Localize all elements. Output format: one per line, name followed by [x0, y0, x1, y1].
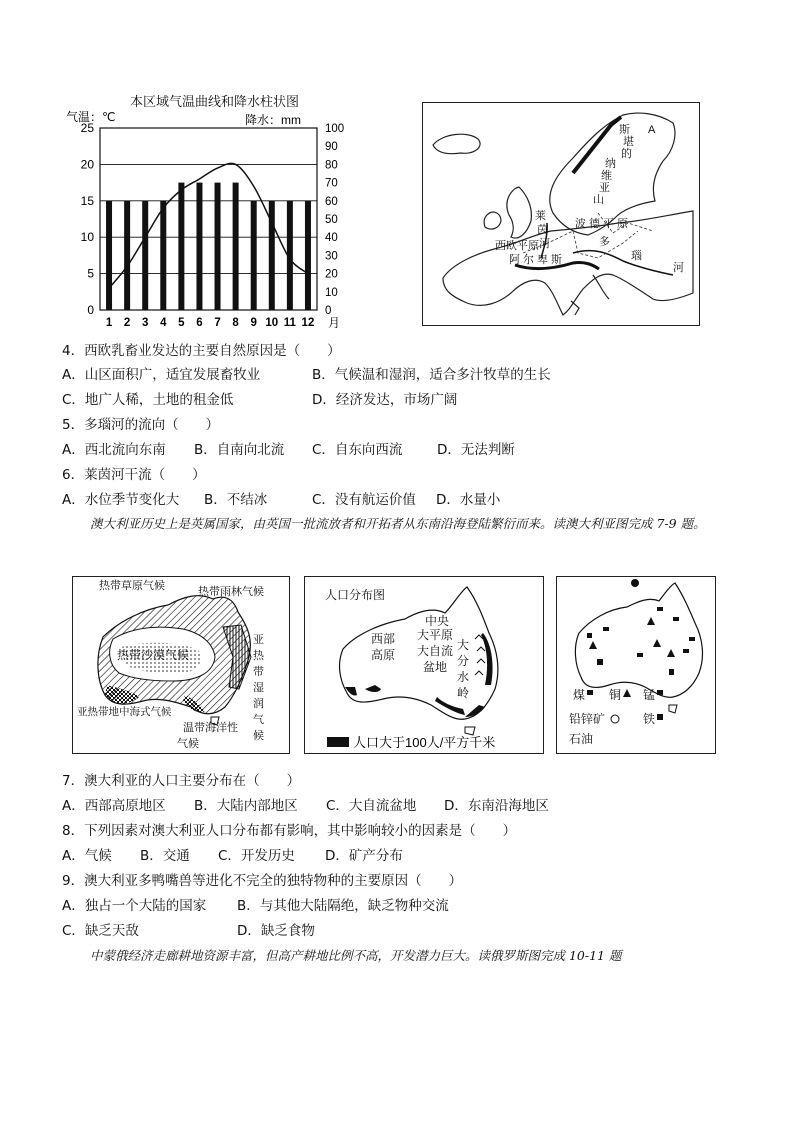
- question-6: 6．莱茵河干流（ ）: [62, 467, 206, 483]
- map-label-scand: 的: [621, 148, 632, 160]
- option-A[interactable]: A．西部高原地区: [62, 798, 166, 814]
- intro-7-9: 澳大利亚历史上是英属国家，由英国一批流放者和开拓者从东南沿海登陆繁衍而来。读澳大利亚图完成 7-9 题。: [90, 516, 706, 531]
- precipitation-bar: [215, 183, 221, 310]
- question-7-options: [62, 797, 549, 815]
- climate-label-mediterranean: 亚热带地中海式气候: [77, 706, 172, 718]
- question-5-options: [62, 441, 515, 459]
- option-D[interactable]: D．水量小: [436, 492, 501, 508]
- right-tick-label: 60: [325, 195, 338, 208]
- climate-label-humid-subtropical: 湿: [253, 682, 264, 694]
- x-tick-label: 1: [105, 317, 113, 329]
- option-D[interactable]: D．缺乏食物: [237, 923, 315, 939]
- right-tick-label: 100: [325, 123, 345, 135]
- option-B[interactable]: B．气候温和湿润，适合多汁牧草的生长: [312, 367, 551, 383]
- option-C[interactable]: C．缺乏天敌: [62, 923, 139, 939]
- europe-map: [422, 102, 700, 326]
- australia-outline: [575, 583, 702, 697]
- precipitation-bar: [251, 201, 257, 310]
- legend-coal: 煤: [573, 688, 586, 702]
- precipitation-bar: [233, 183, 239, 310]
- map-label-alps: 阿尔卑斯: [509, 254, 565, 266]
- minerals-legend: [569, 687, 663, 746]
- climate-label-savanna: 热带草原气候: [99, 580, 165, 592]
- iceland-shape: [433, 134, 480, 154]
- option-B[interactable]: B．自南向北流: [194, 442, 285, 458]
- x-tick-label: 7: [214, 317, 221, 329]
- precipitation-bar: [305, 201, 311, 310]
- right-tick-label: 0: [325, 305, 332, 317]
- option-B[interactable]: B．大陆内部地区: [194, 798, 298, 814]
- climate-label-humid-subtropical: 气: [253, 714, 264, 726]
- climate-label-oceanic: 温带海洋性: [183, 722, 238, 734]
- map-label-scand: 山: [593, 194, 604, 206]
- option-C[interactable]: C．开发历史: [218, 848, 295, 864]
- legend-lead-zinc: 铅锌矿: [569, 712, 606, 726]
- option-B[interactable]: B．交通: [140, 848, 190, 864]
- question-9-options-row1: [62, 897, 449, 915]
- option-D[interactable]: D．东南沿海地区: [444, 798, 549, 814]
- tasmania-shape: [465, 727, 475, 735]
- option-A[interactable]: A．独占一个大陆的国家: [62, 898, 207, 914]
- legend-manganese: 锰: [643, 688, 656, 702]
- climate-label-humid-subtropical: 润: [253, 698, 264, 710]
- label-central-plain: 中央: [425, 614, 450, 628]
- label-western-plateau: 西部: [371, 632, 396, 646]
- precipitation-bar: [124, 201, 130, 310]
- x-tick-label: 10: [265, 317, 279, 329]
- question-9: 9．澳大利亚多鸭嘴兽等进化不完全的独特物种的主要原因（ ）: [62, 873, 463, 889]
- map-label-A: A: [648, 124, 656, 136]
- option-C[interactable]: C．大自流盆地: [326, 798, 417, 814]
- map-label-rhine: 茵: [537, 224, 548, 236]
- option-D[interactable]: D．经济发达，市场广阔: [312, 392, 458, 408]
- population-legend: 人口大于100人/平方千米: [353, 735, 496, 750]
- option-A[interactable]: A．水位季节变化大: [62, 492, 180, 508]
- map-label-danube: 河: [673, 262, 684, 274]
- precipitation-bar: [142, 201, 148, 310]
- question-6-options: [62, 491, 500, 509]
- x-tick-label: 12: [301, 317, 315, 329]
- right-tick-label: 90: [325, 141, 338, 154]
- x-tick-label: 8: [232, 317, 239, 329]
- climate-label-humid-subtropical: 热: [253, 650, 264, 662]
- left-tick-label: 25: [80, 121, 94, 135]
- precipitation-bar: [178, 183, 184, 310]
- precipitation-bar: [160, 201, 166, 310]
- label-dividing-range: 分: [457, 654, 470, 668]
- label-western-plateau: 高原: [371, 648, 396, 662]
- precipitation-bar: [106, 201, 112, 310]
- right-tick-label: 50: [325, 214, 338, 226]
- precipitation-bar: [196, 183, 202, 310]
- right-tick-label: 70: [325, 177, 338, 190]
- question-4: 4．西欧乳畜业发达的主要自然原因是（ ）: [62, 343, 341, 359]
- map-label-rhine: 莱: [535, 210, 546, 222]
- plot-frame: [100, 128, 317, 310]
- left-tick-label: 15: [80, 193, 94, 208]
- question-9-options-row2: [62, 922, 315, 940]
- label-artesian-basin: 盆地: [423, 660, 448, 674]
- climate-label-humid-subtropical: 亚: [253, 634, 264, 646]
- option-D[interactable]: D．无法判断: [437, 442, 515, 458]
- option-A[interactable]: A．山区面积广，适宜发展畜牧业: [62, 367, 261, 383]
- map-label-rhine: 河: [539, 238, 550, 250]
- climate-label-rainforest: 热带雨林气候: [198, 586, 264, 598]
- left-tick-label: 10: [80, 230, 94, 245]
- climate-label-humid-subtropical: 带: [253, 666, 264, 678]
- scandinavia-shape: [550, 113, 675, 235]
- australia-minerals-map: [556, 576, 716, 754]
- label-dividing-range: 岭: [457, 686, 470, 700]
- legend-copper: 铜: [609, 688, 622, 702]
- x-unit-label: 月: [328, 316, 341, 330]
- map-label-danube: 多: [599, 236, 610, 248]
- map-label-scand: 纳: [605, 158, 616, 170]
- x-tick-label: 3: [142, 317, 149, 329]
- climate-chart: [60, 108, 360, 333]
- option-B[interactable]: B．不结冰: [204, 492, 268, 508]
- map-label-scand: 亚: [599, 182, 610, 194]
- map-label-plain-west: 西欧平原: [495, 240, 539, 252]
- australia-population-map: [304, 576, 544, 754]
- left-tick-label: 5: [87, 266, 94, 281]
- britain-shape: [507, 187, 531, 238]
- question-4-options-row2: [62, 391, 457, 409]
- question-7: 7．澳大利亚的人口主要分布在（ ）: [62, 773, 301, 789]
- temperature-curve: [109, 163, 308, 288]
- intro-10-11: 中蒙俄经济走廊耕地资源丰富，但高产耕地比例不高，开发潜力巨大。读俄罗斯图完成 10-11 题: [90, 948, 622, 963]
- map-label-scand: 堪: [623, 136, 634, 148]
- legend-oil: 石油: [569, 732, 594, 746]
- option-C[interactable]: C．自东向西流: [312, 442, 403, 458]
- right-tick-label: 10: [325, 286, 338, 299]
- question-8-options: [62, 847, 403, 865]
- map-label-danube: 瑙: [631, 250, 642, 262]
- option-C[interactable]: C．没有航运价值: [312, 492, 416, 508]
- x-tick-label: 9: [250, 317, 257, 329]
- population-map-title: 人口分布图: [325, 588, 386, 602]
- option-A[interactable]: A．气候: [62, 848, 112, 864]
- ireland-shape: [484, 212, 501, 229]
- left-tick-label: 0: [87, 303, 94, 317]
- right-tick-label: 40: [325, 232, 338, 245]
- legend-swatch: [327, 737, 349, 747]
- map-label-scand: 维: [601, 170, 612, 182]
- left-tick-label: 20: [80, 157, 94, 172]
- label-central-plain: 大平原: [417, 628, 454, 642]
- question-4-options-row1: [62, 366, 551, 384]
- label-dividing-range: 大: [457, 638, 470, 652]
- chart-title: 本区域气温曲线和降水柱状图: [130, 95, 300, 110]
- label-artesian-basin: 大自流: [417, 644, 454, 658]
- question-5: 5．多瑙河的流向（ ）: [62, 417, 220, 433]
- map-label-scand: 斯: [619, 124, 630, 136]
- option-C[interactable]: C．地广人稀，土地的租金低: [62, 392, 234, 408]
- right-tick-label: 80: [325, 159, 338, 172]
- question-8: 8．下列因素对澳大利亚人口分布都有影响，其中影响较小的因素是（ ）: [62, 823, 517, 839]
- right-axis-label: 降水：mm: [245, 113, 301, 127]
- tasmania-shape: [669, 705, 677, 713]
- legend-iron: 铁: [643, 712, 656, 726]
- climate-label-desert: 热带沙漠气候: [117, 648, 190, 662]
- label-dividing-range: 水: [457, 670, 470, 684]
- x-tick-label: 5: [178, 317, 185, 329]
- climate-label-humid-subtropical: 候: [253, 730, 264, 742]
- x-tick-label: 2: [123, 317, 131, 329]
- x-tick-label: 11: [283, 317, 296, 329]
- option-D[interactable]: D．矿产分布: [325, 848, 403, 864]
- australia-climate-map: [72, 576, 290, 754]
- map-label-plain-east: 波德平原: [575, 218, 631, 230]
- climate-label-oceanic: 气候: [177, 738, 199, 750]
- option-B[interactable]: B．与其他大陆隔绝，缺乏物种交流: [237, 898, 449, 914]
- option-A[interactable]: A．西北流向东南: [62, 442, 166, 458]
- x-tick-label: 6: [196, 317, 203, 329]
- left-axis-label: 气温：℃: [66, 110, 116, 124]
- right-tick-label: 20: [325, 268, 338, 281]
- x-tick-label: 4: [160, 317, 167, 329]
- right-tick-label: 30: [325, 250, 338, 263]
